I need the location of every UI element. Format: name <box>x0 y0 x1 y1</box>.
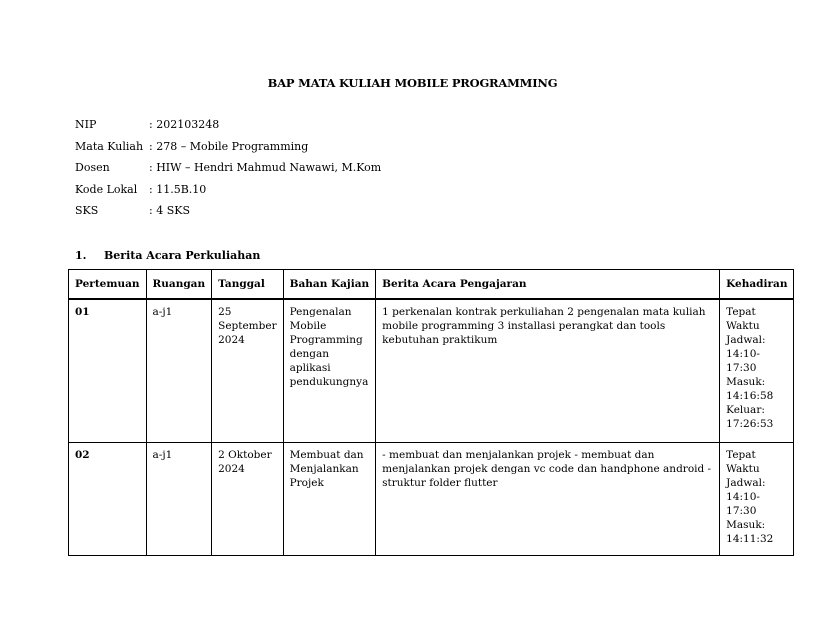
cell-tanggal: 2 Oktober 2024 <box>212 442 283 555</box>
column-header-berita-acara: Berita Acara Pengajaran <box>376 270 720 300</box>
document-title: BAP MATA KULIAH MOBILE PROGRAMMING <box>267 76 558 90</box>
info-row-nip <box>75 118 381 140</box>
table-row <box>69 299 794 442</box>
cell-ruangan: a-j1 <box>146 442 212 555</box>
cell-pertemuan: 02 <box>69 442 147 555</box>
cell-kehadiran: Tepat Waktu Jadwal: 14:10-17:30 Masuk: 14:16:58 Keluar: 17:26:53 <box>720 299 794 442</box>
info-value: : 4 SKS <box>149 204 190 217</box>
info-row-dosen <box>75 161 381 183</box>
info-value: : 278 – Mobile Programming <box>149 139 309 153</box>
info-label: NIP <box>75 118 97 131</box>
cell-ruangan: a-j1 <box>146 299 212 442</box>
column-header-kehadiran: Kehadiran <box>720 270 794 300</box>
column-header-tanggal: Tanggal <box>212 270 283 300</box>
cell-kehadiran: Tepat Waktu Jadwal: 14:10-17:30 Masuk: 14:11:32 <box>720 442 794 555</box>
info-row-mata-kuliah <box>75 140 381 162</box>
column-header-bahan-kajian: Bahan Kajian <box>283 270 376 300</box>
cell-pertemuan: 01 <box>69 299 147 442</box>
table-header-row <box>69 270 794 300</box>
info-value: : HIW – Hendri Mahmud Nawawi, M.Kom <box>149 161 382 174</box>
info-label: Kode Lokal <box>75 182 138 196</box>
info-value: : 11.5B.10 <box>149 182 207 196</box>
column-header-pertemuan: Pertemuan <box>69 270 147 300</box>
section-number: 1. <box>75 249 87 262</box>
column-header-ruangan: Ruangan <box>146 270 212 300</box>
section-heading <box>75 249 260 262</box>
info-row-sks <box>75 204 381 226</box>
info-label: Dosen <box>75 161 110 174</box>
table-row <box>69 442 794 555</box>
course-info <box>75 118 381 226</box>
info-value: : 202103248 <box>149 118 220 131</box>
info-row-kode-lokal <box>75 183 381 205</box>
cell-bahan-kajian: Membuat dan Menjalankan Projek <box>283 442 376 555</box>
info-label: SKS <box>75 204 99 217</box>
cell-tanggal: 25 September 2024 <box>212 299 283 442</box>
section-title: Berita Acara Perkuliahan <box>104 249 261 262</box>
info-label: Mata Kuliah <box>75 139 144 153</box>
cell-berita-acara: - membuat dan menjalankan projek - membuat dan menjalankan projek dengan vc code dan handphone android - struktur folder flutter <box>376 442 720 555</box>
attendance-table <box>68 269 794 556</box>
cell-berita-acara: 1 perkenalan kontrak perkuliahan 2 pengenalan mata kuliah mobile programming 3 installasi perangkat dan tools kebutuhan praktikum <box>376 299 720 442</box>
cell-bahan-kajian: Pengenalan Mobile Programming dengan aplikasi pendukungnya <box>283 299 376 442</box>
